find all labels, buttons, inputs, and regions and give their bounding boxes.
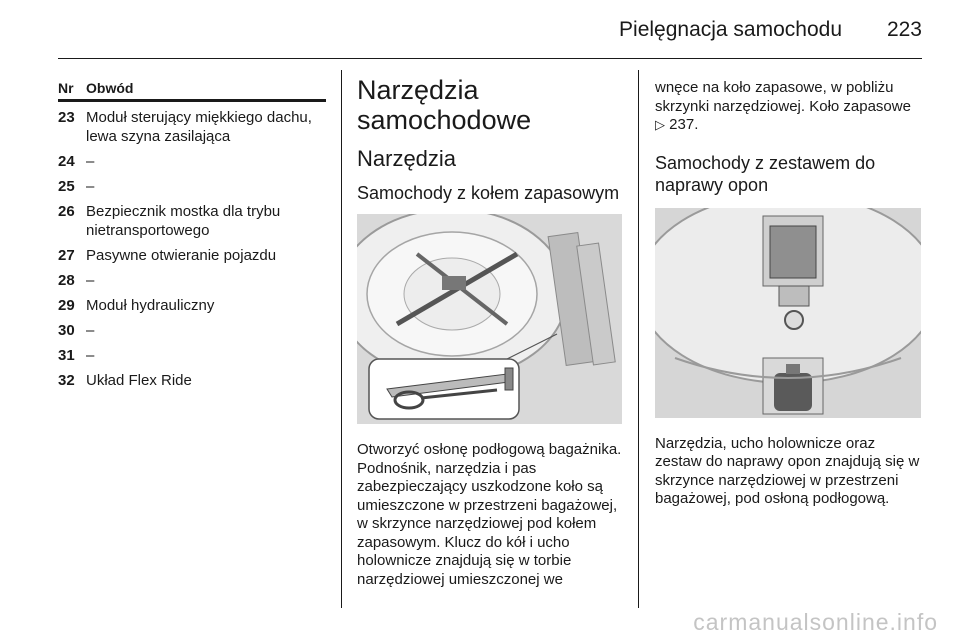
body-paragraph-continued bbox=[655, 79, 921, 135]
row-number: 25 bbox=[58, 178, 75, 195]
row-number: 30 bbox=[58, 322, 75, 339]
row-number: 32 bbox=[58, 372, 75, 389]
body-paragraph: Narzędzia, ucho holownicze oraz zestaw do naprawy opon znajdują się w skrzynce narzędziowej w przestrzeni bagażowej, pod osłoną podłogową. bbox=[655, 434, 920, 507]
row-text: Układ Flex Ride bbox=[86, 372, 192, 389]
page-number: 223 bbox=[886, 18, 922, 41]
table-row bbox=[58, 152, 326, 171]
table-row bbox=[58, 296, 326, 315]
subsection-heading: Samochody z zestawem do naprawy opon bbox=[655, 152, 876, 195]
row-text: – bbox=[86, 347, 95, 364]
table-row bbox=[58, 346, 326, 365]
table-row bbox=[58, 108, 326, 146]
row-number: 27 bbox=[58, 247, 75, 264]
spare-wheel-tools-figure bbox=[357, 214, 622, 424]
tools-section bbox=[357, 70, 622, 589]
table-header bbox=[58, 70, 326, 102]
header-divider bbox=[58, 58, 922, 59]
page-reference[interactable]: 237. bbox=[669, 116, 699, 133]
row-number: 31 bbox=[58, 347, 75, 364]
row-number: 29 bbox=[58, 297, 75, 314]
table-row bbox=[58, 321, 326, 340]
fuse-table bbox=[58, 70, 326, 390]
row-number: 24 bbox=[58, 153, 75, 170]
table-row bbox=[58, 177, 326, 196]
watermark: carmanualsonline.info bbox=[693, 609, 938, 635]
page-header bbox=[0, 0, 960, 62]
column-header-nr: Nr bbox=[58, 80, 74, 96]
section-heading: Narzędzia bbox=[357, 146, 457, 171]
row-text: – bbox=[86, 322, 95, 339]
tyre-repair-kit-figure bbox=[655, 208, 921, 418]
chapter-heading: Narzędzia samochodowe bbox=[357, 75, 532, 135]
row-text: Moduł sterujący miękkiego dachu, lewa szyna zasilająca bbox=[86, 109, 312, 145]
spare-wheel-illustration bbox=[357, 214, 622, 424]
table-row bbox=[58, 271, 326, 290]
row-text: – bbox=[86, 153, 95, 170]
row-number: 23 bbox=[58, 109, 75, 126]
row-text: Bezpiecznik mostka dla trybu nietransportowego bbox=[86, 203, 281, 239]
column-divider bbox=[638, 70, 639, 608]
table-row bbox=[58, 202, 326, 240]
column-header-circuit: Obwód bbox=[86, 80, 134, 96]
tyre-repair-kit-illustration bbox=[655, 208, 921, 418]
table-row bbox=[58, 371, 326, 390]
row-text: – bbox=[86, 272, 95, 289]
row-text: Pasywne otwieranie pojazdu bbox=[86, 247, 277, 264]
section-title: Pielęgnacja samochodu bbox=[619, 18, 842, 41]
paragraph-text: wnęce na koło zapasowe, w pobliżu skrzynki narzędziowej. Koło zapasowe bbox=[655, 79, 911, 115]
subsection-heading: Samochody z kołem zapasowym bbox=[357, 183, 620, 203]
row-text: Moduł hydrauliczny bbox=[86, 297, 215, 314]
row-number: 26 bbox=[58, 203, 75, 220]
body-paragraph: Otworzyć osłonę podłogową bagażnika. Podnośnik, narzędzia i pas zabezpieczający uszkodzone koło są umieszczone w przestrzeni bagażowej, w skrzynce narzędziowej pod kołem zapasowym. Klucz do kół i ucho holownicze znajdują się w torbie narzędziowej umieszczonej we bbox=[357, 441, 622, 588]
row-text: – bbox=[86, 178, 95, 195]
row-number: 28 bbox=[58, 272, 75, 289]
table-row bbox=[58, 246, 326, 265]
triangle-right-outline-icon: ▷ bbox=[655, 117, 665, 132]
tools-continued bbox=[655, 70, 921, 509]
column-divider bbox=[341, 70, 342, 608]
